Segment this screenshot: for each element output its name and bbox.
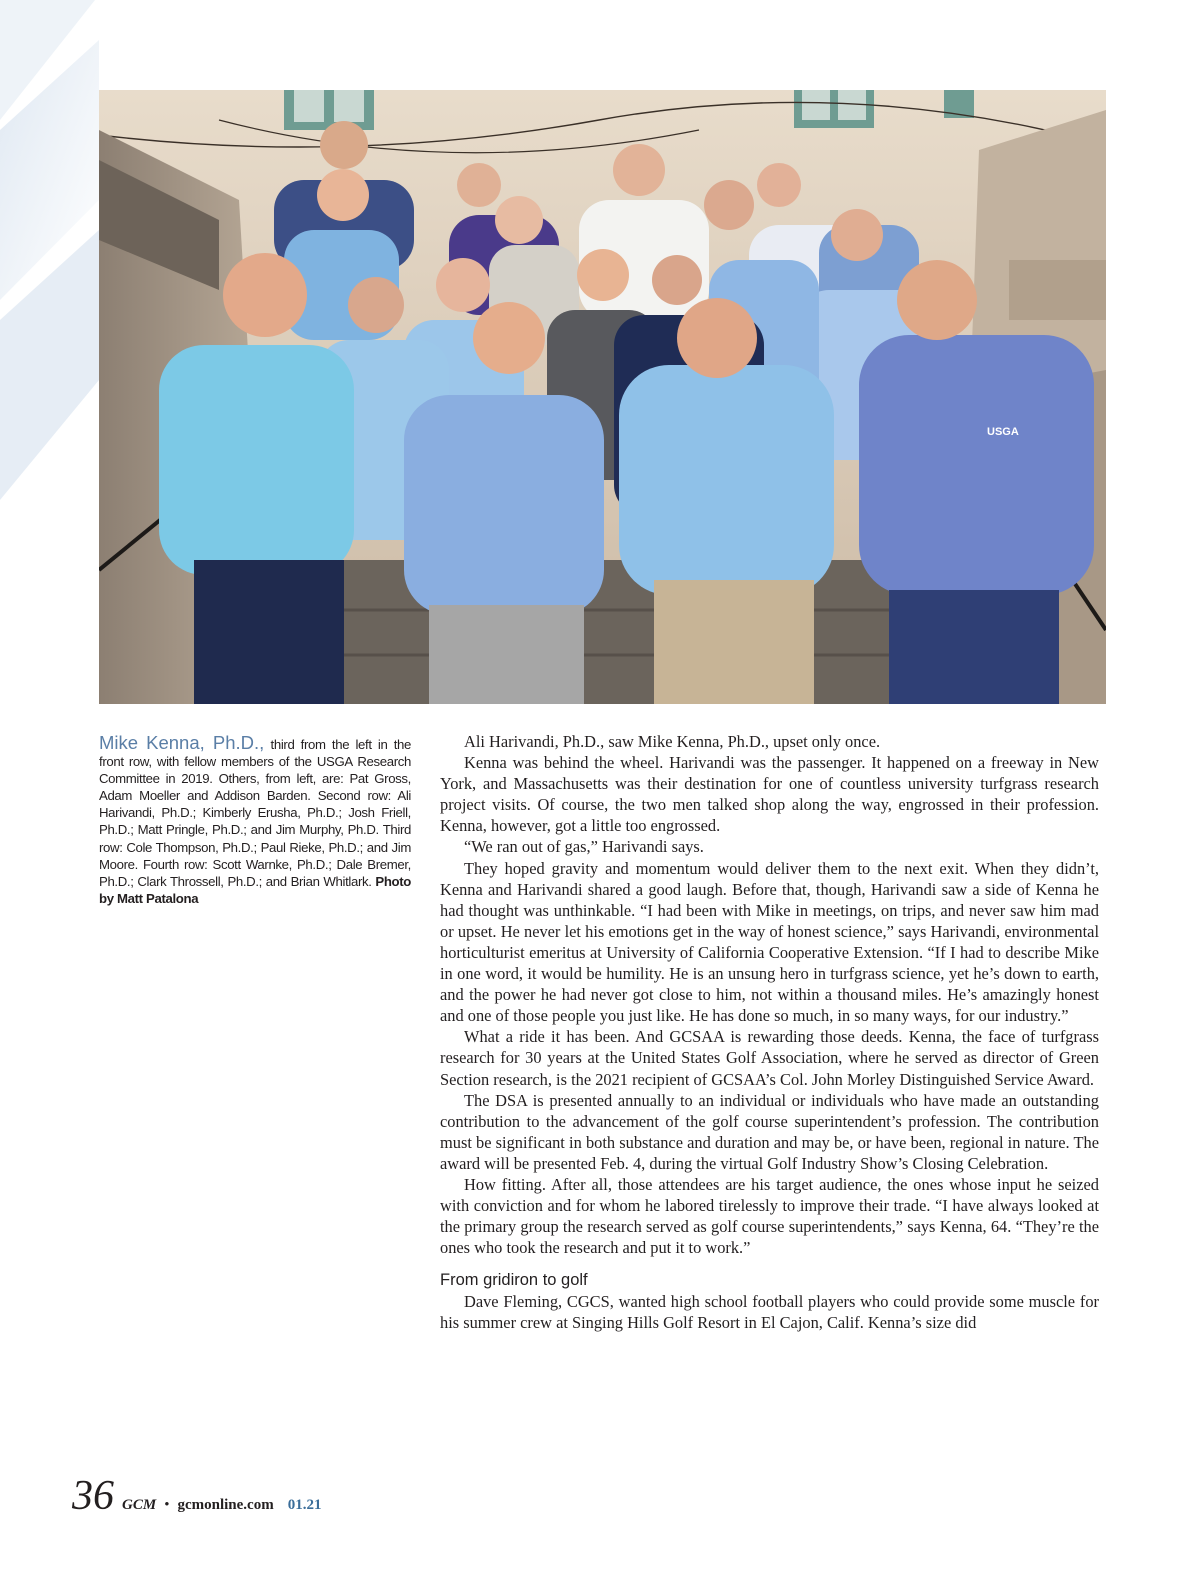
paragraph: Ali Harivandi, Ph.D., saw Mike Kenna, Ph.D., upset only once. [464,732,881,751]
issue-date: 01.21 [287,1497,322,1513]
publication-url: gcmonline.com [177,1497,274,1513]
paragraph: The DSA is presented annually to an individual or individuals who have made an outstanding contribution to the advancement of the golf course superintendent’s profession. The contribution must be significant in both substance and duration and may be, or have been, regional in nature. The award will be presented Feb. 4, during the virtual Golf Industry Show’s Closing Celebration. [440,1090,1099,1173]
caption-name: Mike Kenna, Ph.D., [99,732,265,753]
section-subhead: From gridiron to golf [440,1271,588,1290]
photo-caption [99,734,411,907]
page-footer [72,1472,321,1532]
shirt-logo: USGA [987,426,1019,438]
page-number: 36 [72,1473,114,1519]
paragraph: How fitting. After all, those attendees are his target audience, the ones whose input he seized with conviction and for whom he labored tirelessly to improve their trade. “I have always looked at the primary group the research served as golf course superintendents,” says Kenna, 64. “They’re the ones who took the research and put it to work.” [440,1174,1099,1258]
footer-separator: • [164,1497,170,1513]
paragraph: Dave Fleming, CGCS, wanted high school football players who could provide some muscle for his summer crew at Singing Hills Golf Resort in El Cajon, Calif. Kenna’s size did [440,1292,1099,1333]
caption-text: third from the left in the front row, with fellow members of the USGA Research Committee in 2019. Others, from left, are: Pat Gross, Adam Moeller and Addison Barden. Second row: Ali Harivandi, Ph.D.; Kimberly Erusha, Ph.D.; Josh Friell, Ph.D.; Matt Pringle, Ph.D.; and Jim Murphy, Ph.D. Third row: Cole Thompson, Ph.D.; Paul Rieke, Ph.D.; and Jim Moore. Fourth row: Scott Warnke, Ph.D.; Dale Bremer, Ph.D.; Clark Throssell, Ph.D.; and Brian Whitlark. [99,737,411,889]
article-body [440,731,1099,1334]
paragraph: What a ride it has been. And GCSAA is rewarding those deeds. Kenna, the face of turfgrass research for 30 years at the United States Golf Association, where he served as director of Green Section research, is the 2021 recipient of GCSAA’s Col. John Morley Distinguished Service Award. [440,1027,1099,1089]
photo-credit: Photo by Matt Patalona [99,873,411,906]
publication-name: GCM [122,1497,157,1513]
paragraph: “We ran out of gas,” Harivandi says. [464,837,704,857]
corner-decoration [0,0,110,520]
paragraph: Kenna was behind the wheel. Harivandi was the passenger. It happened on a freeway in New York, and Massachusetts was their destination for one of countless university turfgrass research project visits. Of course, the two men talked shop along the way, engrossed in their profession. Kenna, however, got a little too engrossed. [440,753,1099,836]
group-photo [99,90,1106,704]
paragraph: They hoped gravity and momentum would deliver them to the next exit. When they didn’t, Kenna and Harivandi shared a good laugh. Before that, though, Harivandi saw a side of Kenna he had thought was unthinkable. “I had been with Mike in meetings, on trips, and never saw him mad or upset. He never let his emotions get in the way of honest science,” says Harivandi, environmental horticulturist emeritus at University of California Cooperative Extension. “If I had to describe Mike in one word, it would be humility. He is an unsung hero in turfgrass science, yet he’s down to earth, and the power he had never got close to him, not within a thousand miles. He’s amazingly honest and one of those people you just like. He has done so much, in so many ways, for our industry.” [440,858,1099,1026]
